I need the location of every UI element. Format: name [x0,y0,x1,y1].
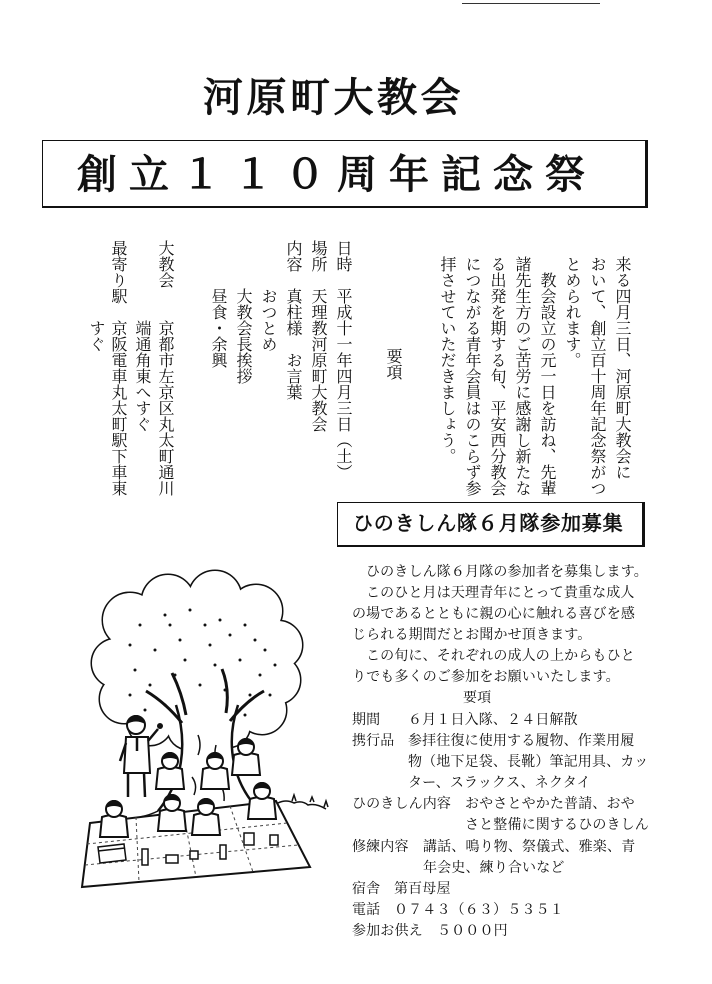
anniversary-banner [42,140,648,208]
training-line: 講話、鳴り物、祭儀式、雅楽、青 [423,839,636,855]
lodging-value: 第百母屋 [394,881,451,897]
period-value: ６月１日入隊、２４日解散 [408,712,578,728]
recruitment-details-heading: 要項 [463,690,492,706]
sitting-person [100,800,128,837]
paragraph-line: りでも多くのご参加をお願いいたします。 [352,669,620,685]
work-label: ひのきしん内容 [352,796,452,812]
program-item: おつとめ [259,288,278,352]
program-item: 真柱様 お言葉 [284,288,303,400]
datetime-value: 平成十一年四月三日（土） [334,288,353,480]
phone-label: 電話 [352,902,381,918]
phone-value: ０７４３（６３）５３５１ [394,902,564,918]
belongings-label: 携行品 [352,733,395,749]
paragraph-line: このひと月は天理青年にとって貴重な成人 [366,585,635,601]
intro-line: る出発を期する旬、平安西分教会 [488,256,507,496]
paragraph-line: ひのきしん隊６月隊の参加者を募集します。 [366,564,648,580]
program-item: 昼食・余興 [209,288,228,368]
training-line: 年会史、練り合いなど [423,860,565,876]
period-label: 期間 [352,712,381,728]
top-edge-line [462,3,600,4]
venue-label: 場所 [309,240,328,272]
intro-line: につながる青年会員はのこらず参 [463,256,482,496]
work-line: さと整備に関するひのきしん [465,817,649,833]
intro-line: おいて、創立百十周年記念祭がつ [588,256,607,496]
sitting-person [248,782,276,819]
anniversary-banner-text: 創立１１０周年記念祭 [77,152,597,198]
address-line: 京都市左京区丸太町通川 [156,320,175,496]
festival-details-heading: 要項 [384,348,403,380]
address-line: 端通角東へすぐ [133,320,152,432]
church-name-title: 河原町大教会 [203,75,464,121]
address-label: 大教会 [156,240,175,288]
program-item: 大教会長挨拶 [234,288,253,384]
offering-label: 参加お供え [352,923,423,939]
venue-value: 天理教河原町大教会 [309,288,328,432]
station-line: 京阪電車丸太町駅下車東 [109,320,128,496]
belongings-line: ター、スラックス、ネクタイ [408,775,591,791]
recruitment-heading-box [337,502,645,547]
sitting-person [156,752,184,789]
datetime-label: 日時 [334,240,353,272]
intro-line: 拝させていただきましょう。 [438,256,457,464]
work-line: おやさとやかた普請、おや [465,796,635,812]
training-label: 修練内容 [352,839,409,855]
station-label: 最寄り駅 [109,240,128,304]
belongings-line: 参拝往復に使用する履物、作業用履 [408,733,635,749]
ground-grass [278,795,328,809]
station-line: すぐ [87,320,106,352]
program-label: 内容 [284,240,303,272]
paragraph-line: この旬に、それぞれの成人の上からもひと [366,648,635,664]
intro-line: 諸先生方のご苦労に感謝し新たな [513,256,532,496]
offering-value: ５０００円 [437,923,508,939]
picnic-tree-illustration [70,565,340,895]
belongings-line: 物（地下足袋、長靴）筆記用具、カッ [408,754,649,770]
intro-line: とめられます。 [563,256,582,368]
lodging-label: 宿舎 [352,881,381,897]
recruitment-heading: ひのきしん隊６月隊参加募集 [353,511,624,535]
intro-line: 来る四月三日、河原町大教会に [613,256,632,480]
paragraph-line: じられる期間だとお聞かせ頂きます。 [352,627,592,643]
intro-line: 教会設立の元一日を訪ね、先輩 [538,272,557,496]
paragraph-line: の場であるとともに親の心に触れる喜びを感 [352,606,635,622]
